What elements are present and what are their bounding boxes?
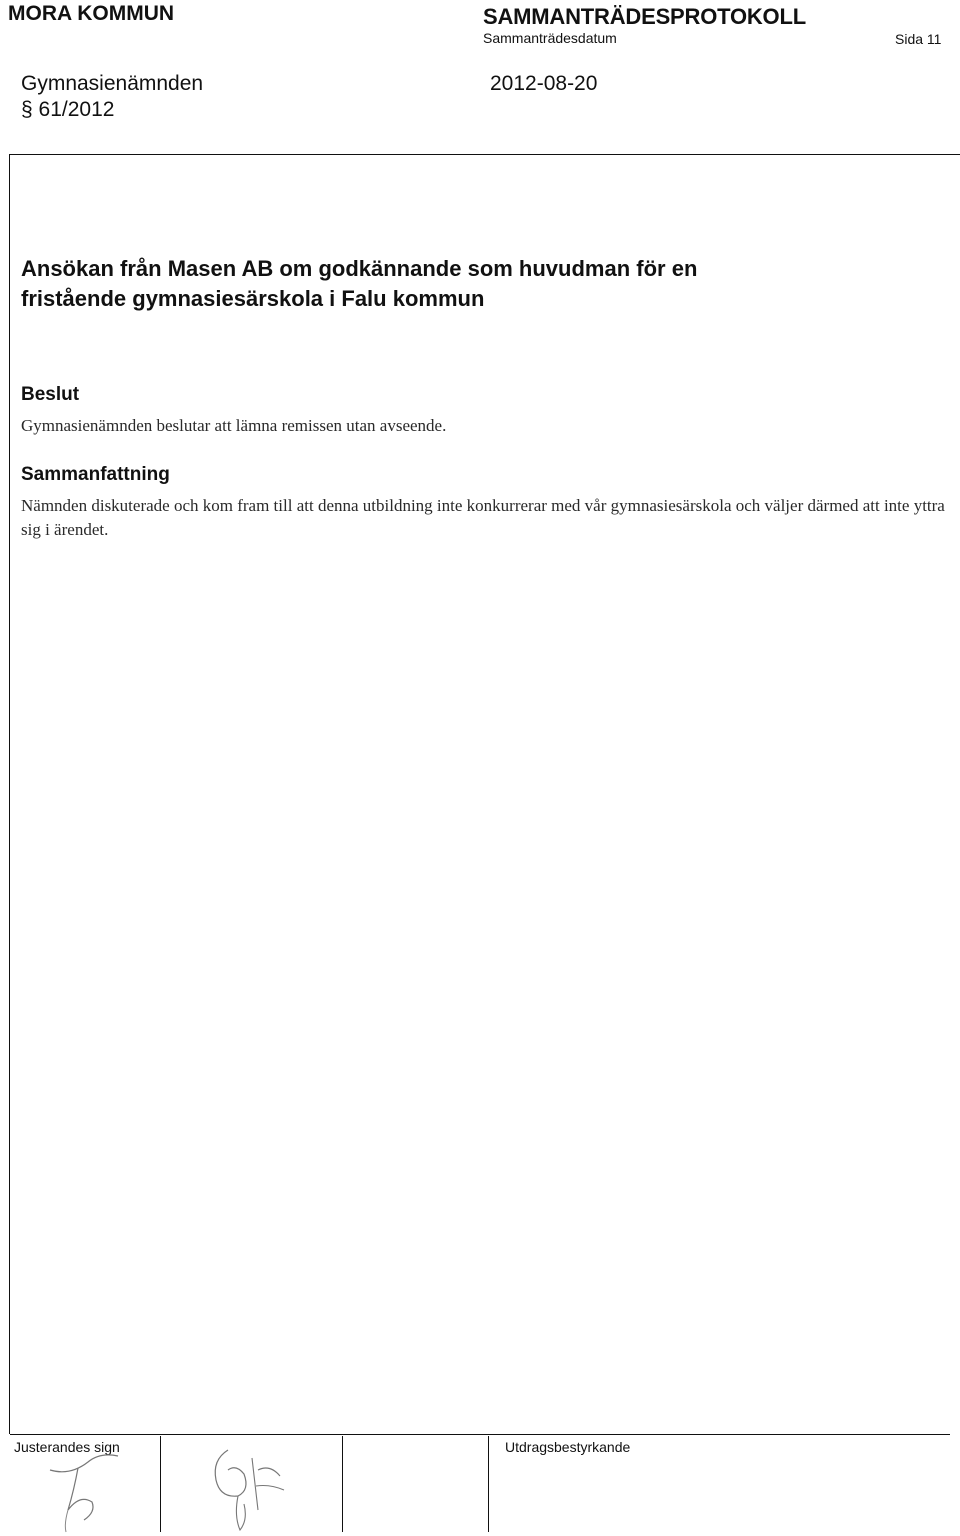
signature-divider-3 bbox=[488, 1436, 489, 1532]
case-title-line-1: Ansökan från Masen AB om godkännande som huvudman för en bbox=[21, 256, 698, 281]
summary-heading: Sammanfattning bbox=[21, 464, 170, 485]
paragraph-number: § 61/2012 bbox=[21, 98, 115, 121]
page-number: Sida 11 bbox=[895, 31, 942, 47]
committee-name: Gymnasienämnden bbox=[21, 72, 204, 95]
meeting-date: 2012-08-20 bbox=[490, 72, 598, 95]
signature-1 bbox=[40, 1440, 150, 1534]
signature-divider-2 bbox=[342, 1436, 343, 1532]
organization-name: MORA KOMMUN bbox=[8, 2, 175, 25]
footer-divider bbox=[10, 1434, 950, 1435]
page-left-border bbox=[9, 154, 10, 1434]
decision-text: Gymnasienämnden beslutar att lämna remissen utan avseende. bbox=[21, 416, 447, 435]
adjusters-signature-label: Justerandes sign bbox=[14, 1439, 120, 1455]
extract-certification-label: Utdragsbestyrkande bbox=[505, 1439, 631, 1455]
case-title bbox=[21, 254, 697, 314]
decision-heading: Beslut bbox=[21, 384, 80, 405]
case-title-line-2: fristående gymnasiesärskola i Falu kommun bbox=[21, 286, 485, 311]
document-type: SAMMANTRÄDESPROTOKOLL bbox=[483, 4, 806, 29]
signature-divider-1 bbox=[160, 1436, 161, 1532]
header-divider bbox=[10, 154, 960, 155]
summary-text: Nämnden diskuterade och kom fram till att denna utbildning inte konkurrerar med vår gymnasiesärskola och väljer därmed att inte yttra sig i ärendet. bbox=[21, 496, 945, 539]
meeting-date-label: Sammanträdesdatum bbox=[483, 30, 617, 46]
signature-2 bbox=[198, 1440, 308, 1534]
